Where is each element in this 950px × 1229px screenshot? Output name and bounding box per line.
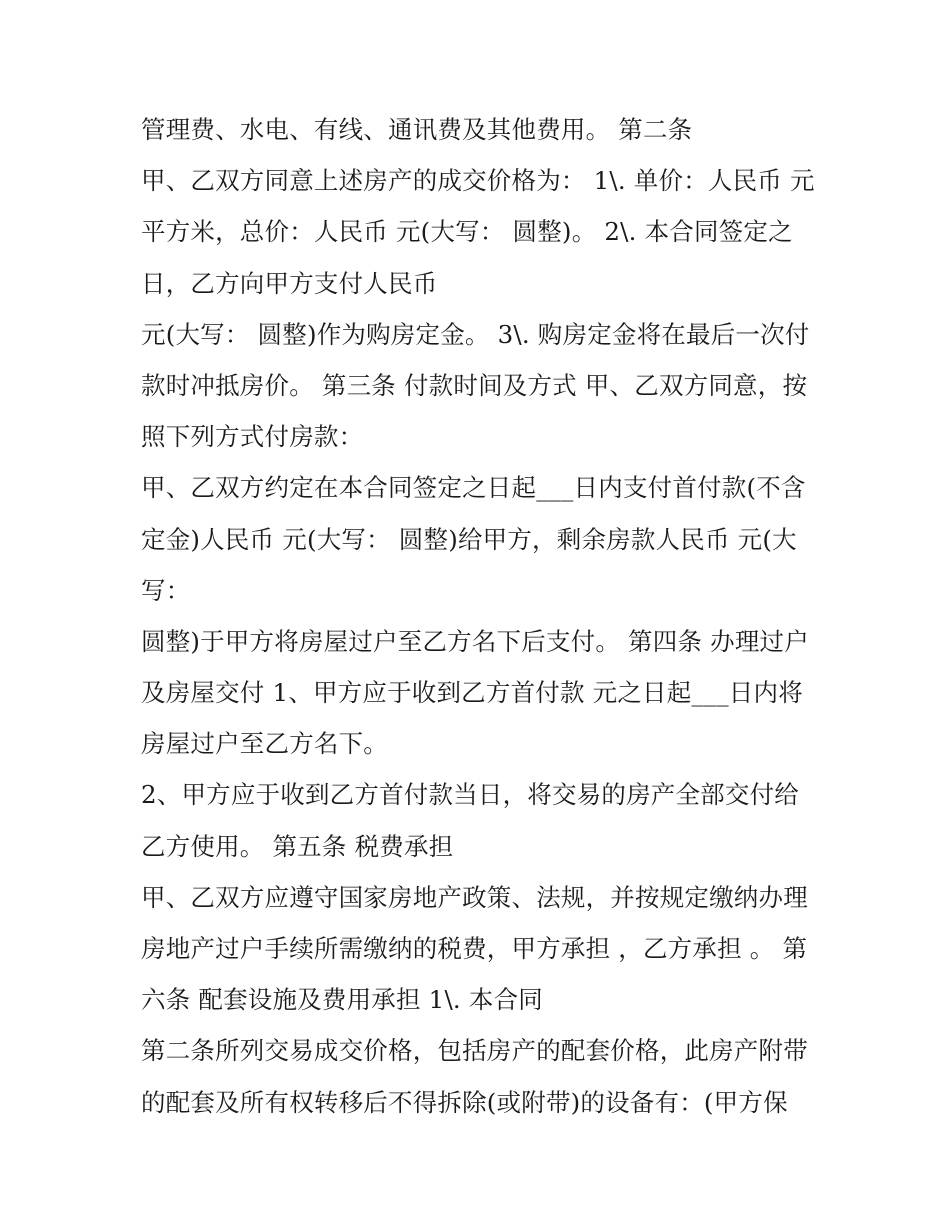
text-line: 款时冲抵房价。 第三条 付款时间及方式 甲、乙双方同意，按 [141,370,808,400]
text-line: 管理费、水电、有线、通讯费及其他费用。 第二条 [141,115,693,144]
text-line: 房屋过户至乙方名下。 [141,729,388,759]
text-line: 定金)人民币 元(大写： 圆整)给甲方，剩余房款人民币 元(大 [141,524,797,554]
text-line: 第二条所列交易成交价格，包括房产的配套价格，此房产附带 [141,1036,808,1066]
text-line: 房地产过户手续所需缴纳的税费，甲方承担 ，乙方承担 。 第 [141,934,808,963]
text-line: 甲、乙双方同意上述房产的成交价格为： 1\. 单价：人民币 元 [141,166,815,196]
text-line: 平方米，总价：人民币 元(大写： 圆整)。 2\. 本合同签定之 [141,217,793,247]
text-line: 写： [141,575,191,605]
text-line: 日，乙方向甲方支付人民币 [141,268,438,298]
text-line: 及房屋交付 1、甲方应于收到乙方首付款 元之日起___日内将 [141,678,803,708]
contract-text [141,110,821,1134]
text-line: 照下列方式付房款： [141,422,364,452]
text-line: 六条 配套设施及费用承担 1\. 本合同 [141,985,543,1015]
text-line: 2、甲方应于收到乙方首付款当日，将交易的房产全部交付给 [141,780,799,810]
text-line: 甲、乙双方约定在本合同签定之日起___日内支付首付款(不含 [141,473,806,503]
text-line: 乙方使用。 第五条 税费承担 [141,831,454,861]
text-line: 元(大写： 圆整)作为购房定金。 3\. 购房定金将在最后一次付 [141,319,810,349]
text-line: 圆整)于甲方将房屋过户至乙方名下后支付。 第四条 办理过户 [141,626,809,656]
text-line: 的配套及所有权转移后不得拆除(或附带)的设备有：(甲方保 [141,1087,788,1117]
text-line: 甲、乙双方应遵守国家房地产政策、法规，并按规定缴纳办理 [141,882,808,912]
